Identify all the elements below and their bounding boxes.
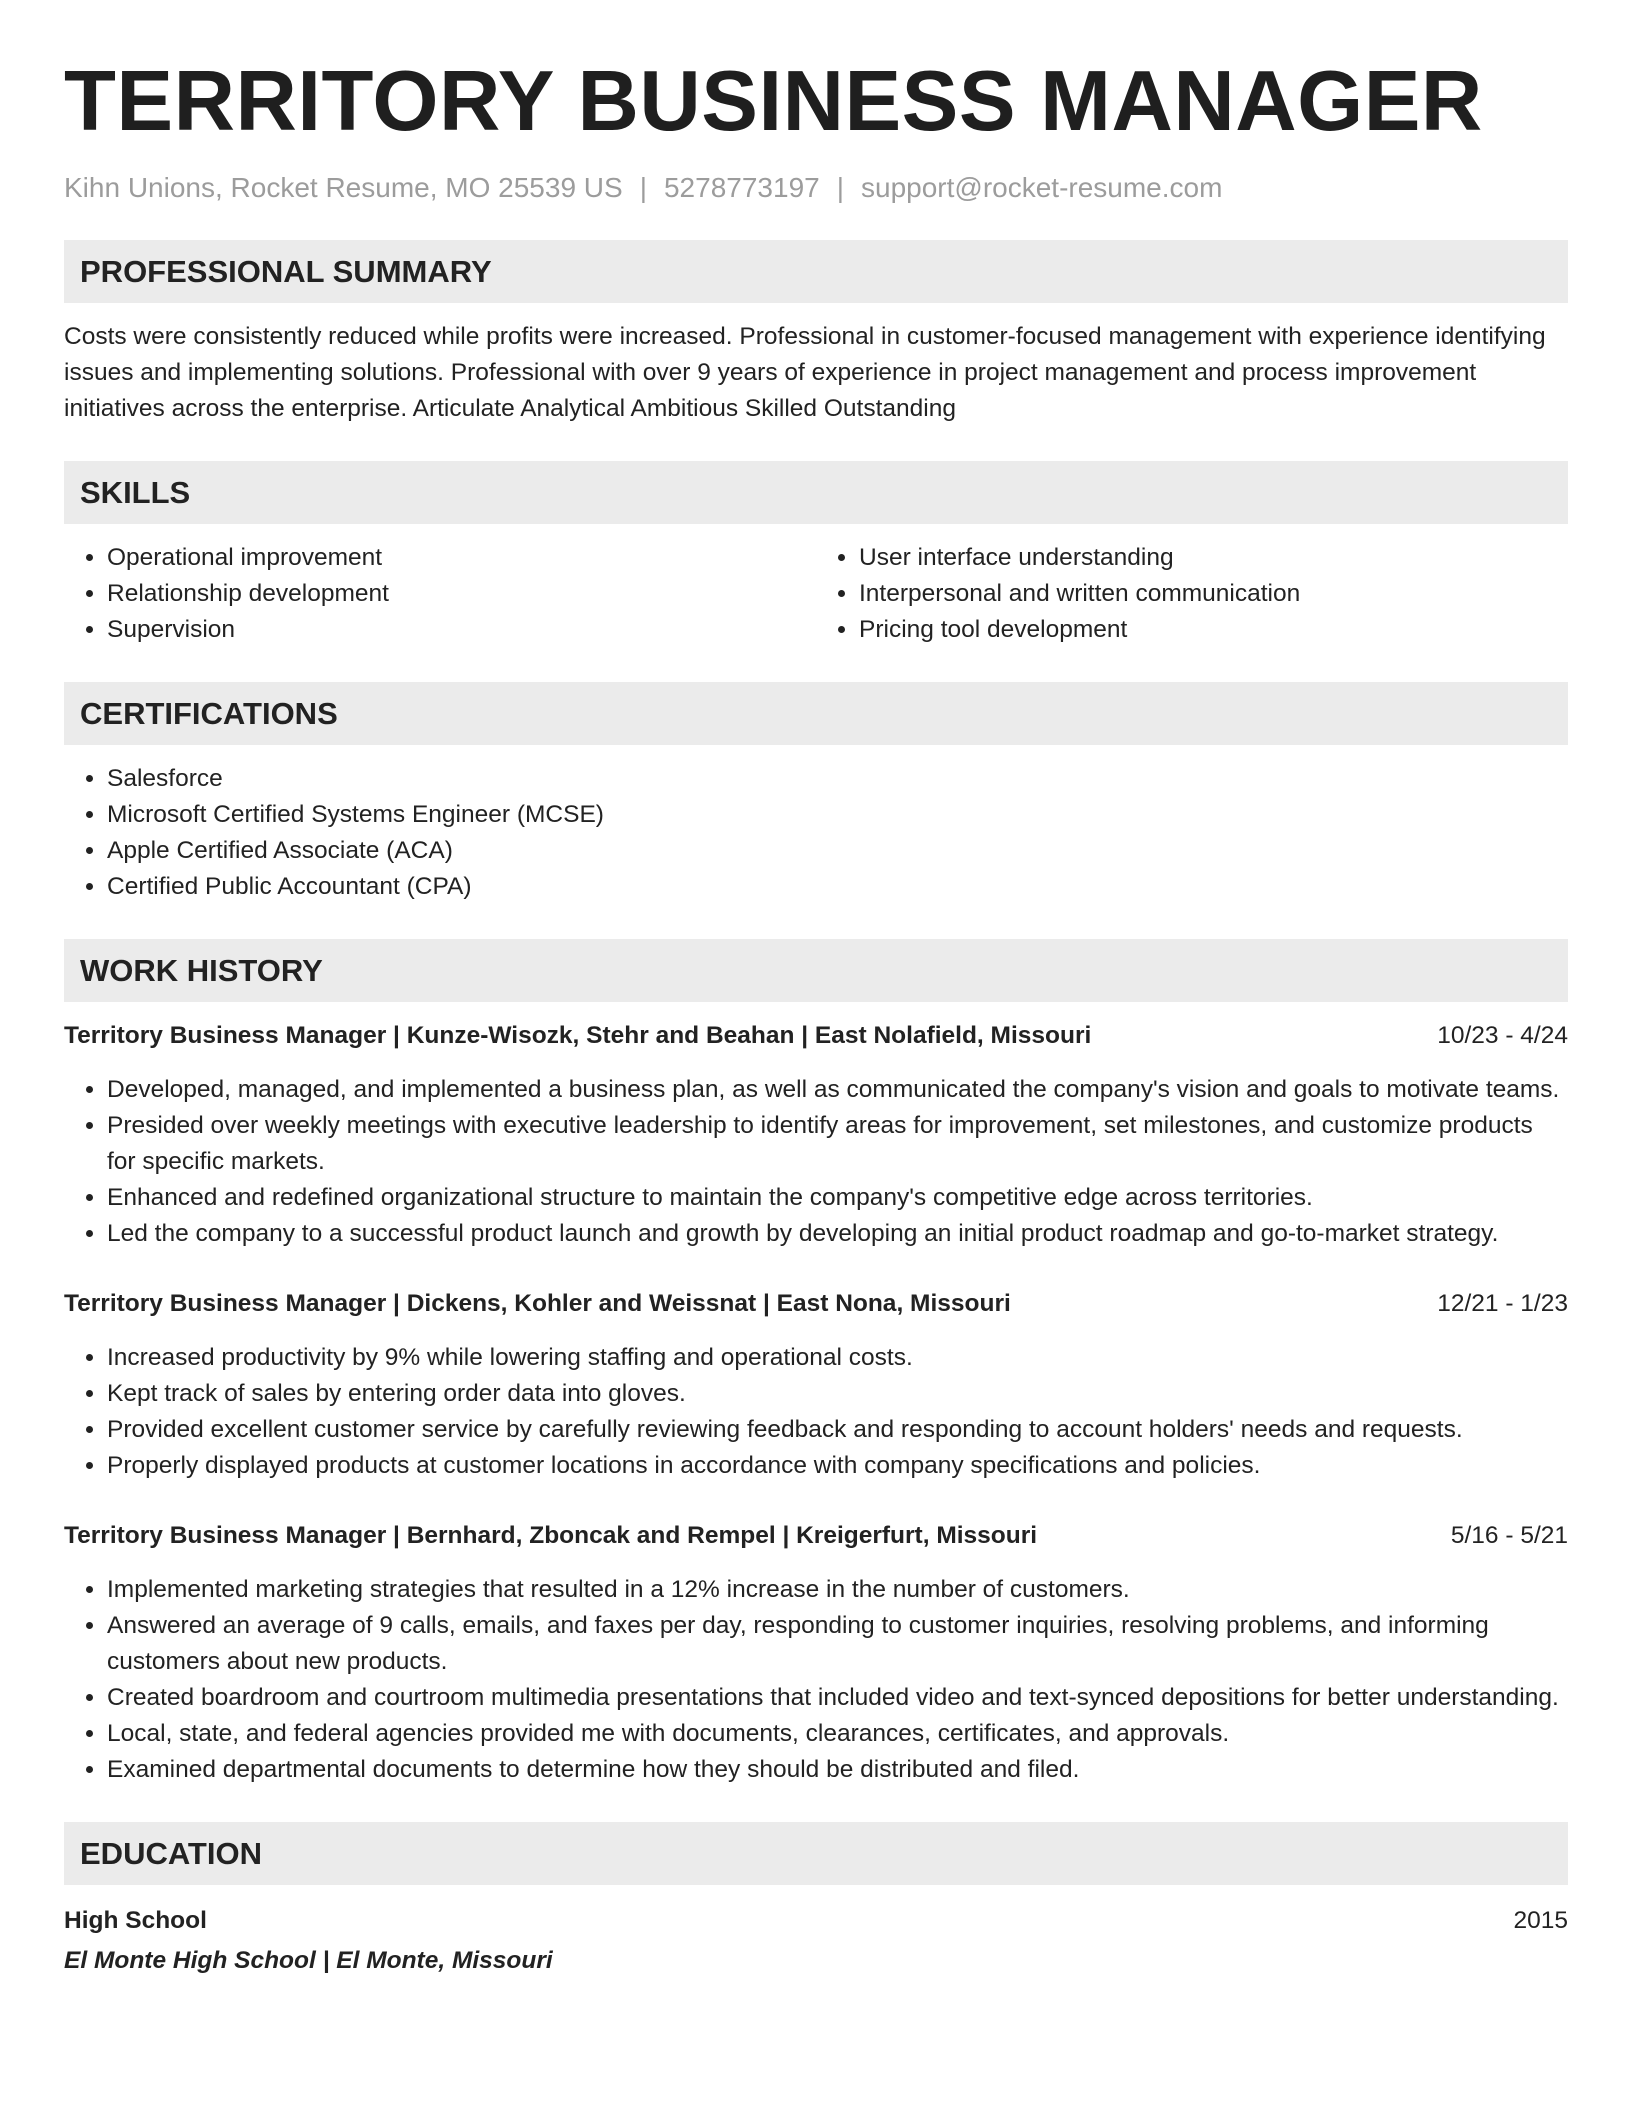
job-bullets [64, 1572, 1568, 1788]
job-bullet: • Kept track of sales by entering order data into gloves. [107, 1376, 1568, 1412]
section-heading-work-history: WORK HISTORY [64, 939, 1568, 1002]
job-bullet: • Implemented marketing strategies that resulted in a 12% increase in the number of customers. [107, 1572, 1568, 1608]
job-dates: 12/21 - 1/23 [1437, 1290, 1568, 1317]
job-bullet: • Provided excellent customer service by carefully reviewing feedback and responding to account holders' needs and requests. [107, 1412, 1568, 1448]
job-title: Territory Business Manager | Kunze-Wisozk, Stehr and Beahan | East Nolafield, Missouri [64, 1022, 1092, 1049]
job-bullet: • Developed, managed, and implemented a business plan, as well as communicated the company's vision and goals to motivate teams. [107, 1072, 1568, 1108]
contact-separator: | [836, 172, 844, 203]
job-bullet: • Led the company to a successful product launch and growth by developing an initial product roadmap and go-to-market strategy. [107, 1216, 1568, 1252]
job-bullet: • Answered an average of 9 calls, emails, and faxes per day, responding to customer inquiries, resolving problems, and informing customers about new products. [107, 1608, 1568, 1680]
job-title: Territory Business Manager | Bernhard, Zboncak and Rempel | Kreigerfurt, Missouri [64, 1522, 1038, 1549]
job-bullet: • Presided over weekly meetings with executive leadership to identify areas for improvement, set milestones, and customize products for specific markets. [107, 1108, 1568, 1180]
job-bullet: • Increased productivity by 9% while lowering staffing and operational costs. [107, 1340, 1568, 1376]
skill-item: • User interface understanding [859, 540, 1568, 576]
job-title: Territory Business Manager | Dickens, Kohler and Weissnat | East Nona, Missouri [64, 1290, 1011, 1317]
job-bullet: • Enhanced and redefined organizational structure to maintain the company's competitive edge across territories. [107, 1180, 1568, 1216]
skill-item: • Relationship development [107, 576, 816, 612]
contact-phone: 5278773197 [663, 172, 820, 203]
job-entry [64, 1518, 1568, 1788]
section-heading-education: EDUCATION [64, 1822, 1568, 1885]
candidate-name: TERRITORY BUSINESS MANAGER [64, 54, 1483, 149]
skills-list-left [64, 540, 816, 648]
section-heading-summary: PROFESSIONAL SUMMARY [64, 240, 1568, 303]
job-entry [64, 1286, 1568, 1484]
certification-item: • Apple Certified Associate (ACA) [107, 833, 1568, 869]
certification-item: • Salesforce [107, 761, 1568, 797]
summary-text: Costs were consistently reduced while profits were increased. Professional in customer-focused management with experience identifying issues and implementing solutions. Professional with over 9 years of experience in project management and process improvement initiatives across the enterprise. Articulate Analytical Ambitious Skilled Outstanding [64, 323, 1546, 422]
job-dates: 10/23 - 4/24 [1437, 1022, 1568, 1049]
skill-item: • Interpersonal and written communication [859, 576, 1568, 612]
job-header [64, 1286, 1568, 1322]
job-entry [64, 1018, 1568, 1252]
section-heading-certifications: CERTIFICATIONS [64, 682, 1568, 745]
skills-list-right [816, 540, 1568, 648]
job-bullet: • Created boardroom and courtroom multimedia presentations that included video and text-synced depositions for better understanding. [107, 1680, 1568, 1716]
job-header [64, 1518, 1568, 1554]
contact-line [64, 170, 1568, 206]
skill-item: • Pricing tool development [859, 612, 1568, 648]
job-bullets [64, 1072, 1568, 1252]
job-header [64, 1018, 1568, 1054]
education-degree: High School [64, 1907, 207, 1934]
education-year: 2015 [1513, 1907, 1568, 1934]
education-school: El Monte High School | El Monte, Missouri [64, 1947, 553, 1974]
skills-grid [64, 540, 1568, 648]
certification-item: • Microsoft Certified Systems Engineer (MCSE) [107, 797, 1568, 833]
job-bullet: • Properly displayed products at customer locations in accordance with company specifications and policies. [107, 1448, 1568, 1484]
skill-item: • Operational improvement [107, 540, 816, 576]
contact-separator: | [639, 172, 647, 203]
section-heading-skills: SKILLS [64, 461, 1568, 524]
skill-item: • Supervision [107, 612, 816, 648]
contact-email: support@rocket-resume.com [861, 172, 1223, 203]
certifications-list [64, 761, 1568, 905]
job-dates: 5/16 - 5/21 [1450, 1522, 1568, 1549]
certification-item: • Certified Public Accountant (CPA) [107, 869, 1568, 905]
job-bullets [64, 1340, 1568, 1484]
education-header [64, 1901, 1568, 1941]
job-bullet: • Local, state, and federal agencies provided me with documents, clearances, certificates, and approvals. [107, 1716, 1568, 1752]
contact-address: Kihn Unions, Rocket Resume, MO 25539 US [64, 172, 623, 203]
job-bullet: • Examined departmental documents to determine how they should be distributed and filed. [107, 1752, 1568, 1788]
